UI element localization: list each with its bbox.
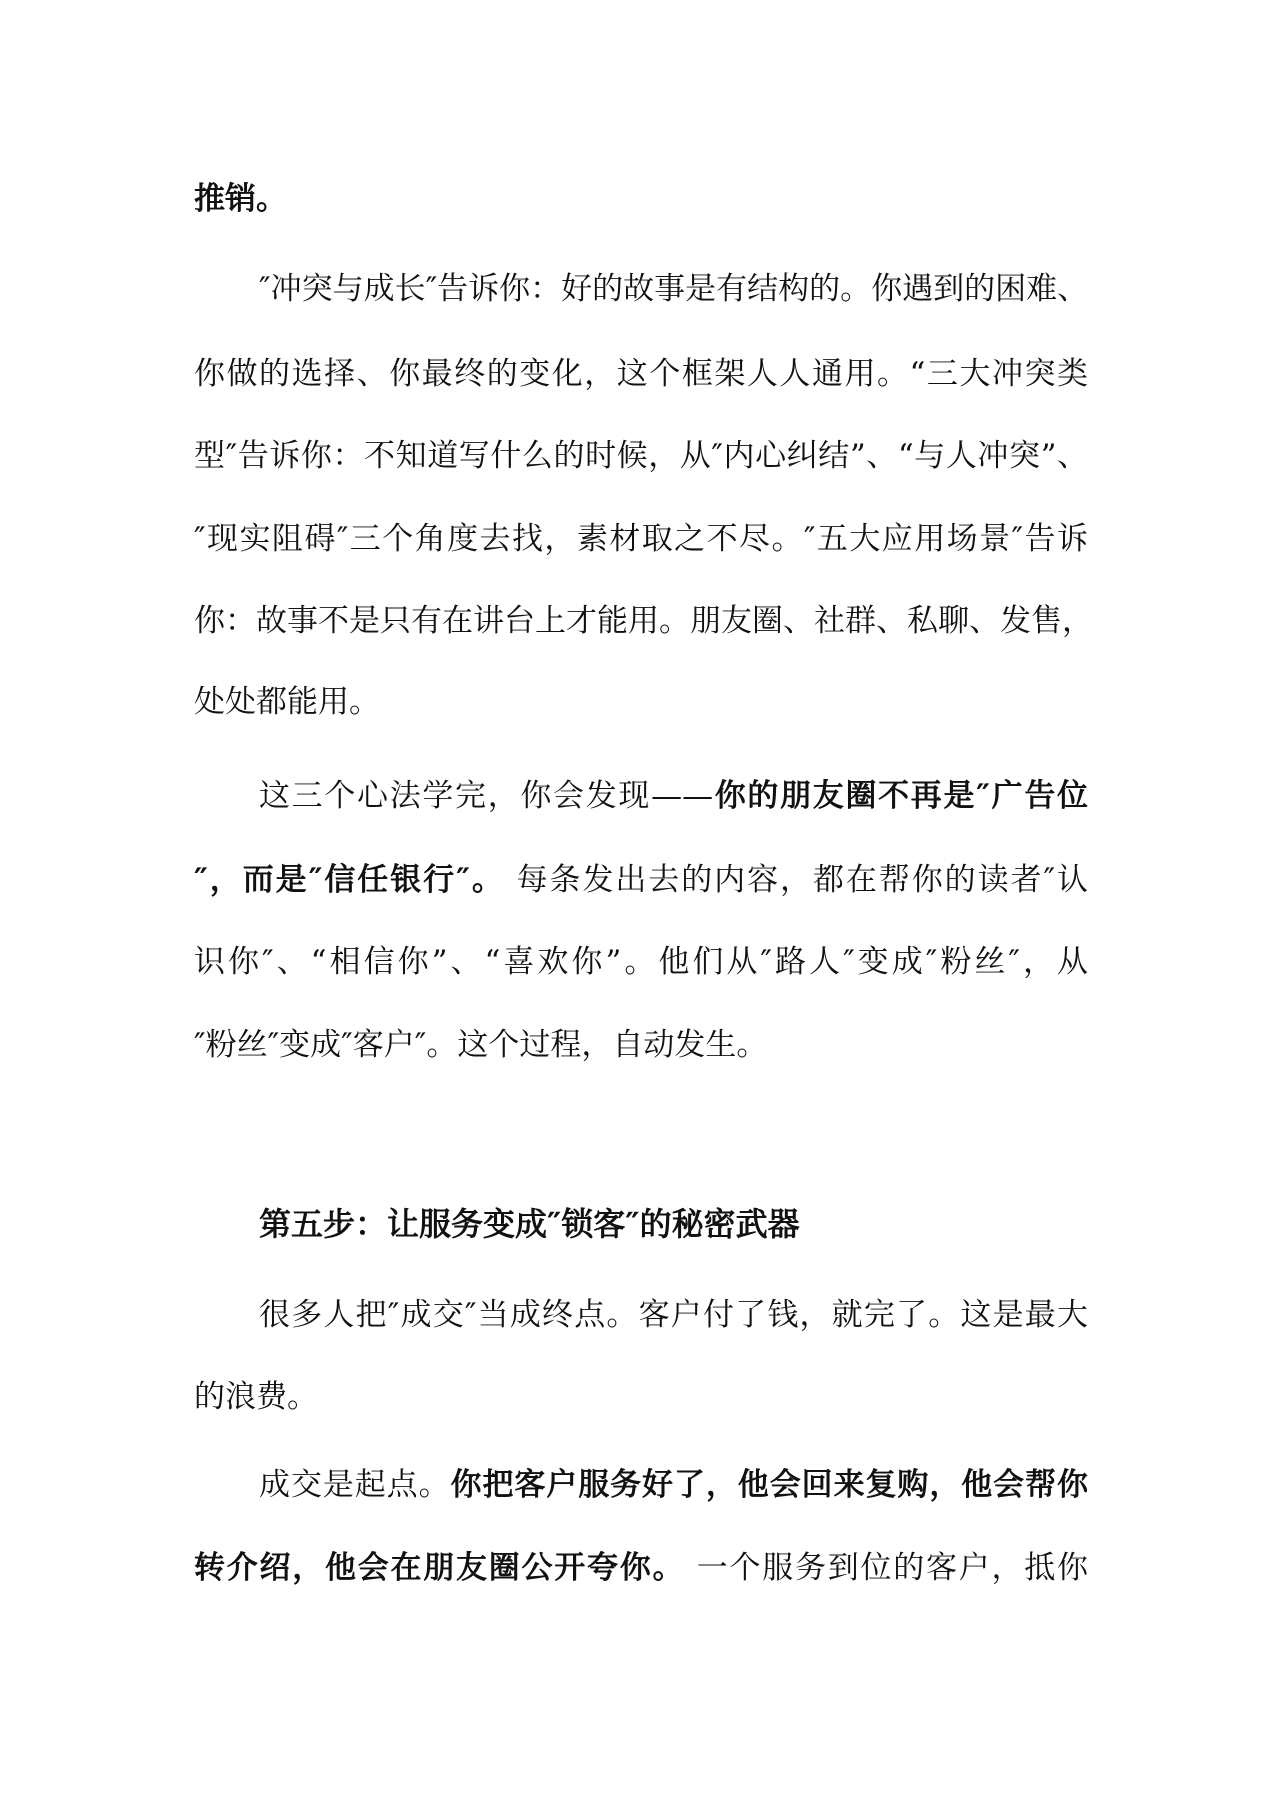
bold-text-segment: 推销。 (194, 181, 287, 217)
section-heading: 第五步：让服务变成″锁客″的秘密武器 (259, 1205, 800, 1243)
paragraph-line (259, 775, 1088, 817)
paragraph-line (259, 1464, 1088, 1506)
paragraph-last-line (194, 1024, 1088, 1066)
text-segment: ″现实阻碍″三个角度去找，素材取之不尽。″五大应用场景″告诉 (194, 521, 1088, 557)
bold-text-segment: 你的朋友圈不再是″广告位 (713, 778, 1088, 814)
text-segment: 型″告诉你：不知道写什么的时候，从″内心纠结”、“与人冲突”、 (194, 438, 1088, 474)
text-segment: 这三个心法学完，你会发现—— (259, 778, 714, 814)
paragraph-line (259, 268, 1088, 310)
paragraph-line (194, 353, 1088, 395)
bold-text-segment: 转介绍，他会在朋友圈公开夸你。 (194, 1550, 686, 1586)
paragraph-last-line (194, 1376, 1088, 1418)
text-segment: 识你″、“相信你”、“喜欢你”。他们从″路人″变成″粉丝″，从 (194, 944, 1088, 980)
text-segment: 的浪费。 (194, 1379, 318, 1415)
text-segment: ″冲突与成长″告诉你：好的故事是有结构的。你遇到的困难、 (259, 271, 1089, 307)
paragraph-last-line (194, 681, 1088, 723)
text-segment: 你：故事不是只有在讲台上才能用。朋友圈、社群、私聊、发售， (194, 603, 1093, 639)
text-segment: 成交是起点。 (259, 1467, 451, 1503)
paragraph-line (194, 941, 1088, 983)
text-segment: 处处都能用。 (194, 684, 380, 720)
paragraph-line (194, 518, 1088, 560)
paragraph-line (259, 1294, 1088, 1336)
paragraph-line (194, 859, 1088, 901)
text-segment: 每条发出去的内容，都在帮你的读者″认 (504, 862, 1088, 898)
paragraph-line (194, 1547, 1088, 1589)
paragraph-line (194, 435, 1088, 477)
text-segment: 你做的选择、你最终的变化，这个框架人人通用。“三大冲突类 (194, 356, 1088, 392)
text-segment: 很多人把″成交″当成终点。客户付了钱，就完了。这是最大 (259, 1297, 1088, 1333)
text-segment: 一个服务到位的客户，抵你 (685, 1550, 1088, 1586)
bold-text-segment: ″，而是″信任银行″。 (194, 862, 505, 898)
paragraph-continuation-line (194, 178, 1088, 220)
text-segment: ″粉丝″变成″客户″。这个过程，自动发生。 (194, 1027, 768, 1063)
paragraph-line (194, 600, 1093, 642)
bold-text-segment: 你把客户服务好了，他会回来复购，他会帮你 (450, 1467, 1089, 1503)
